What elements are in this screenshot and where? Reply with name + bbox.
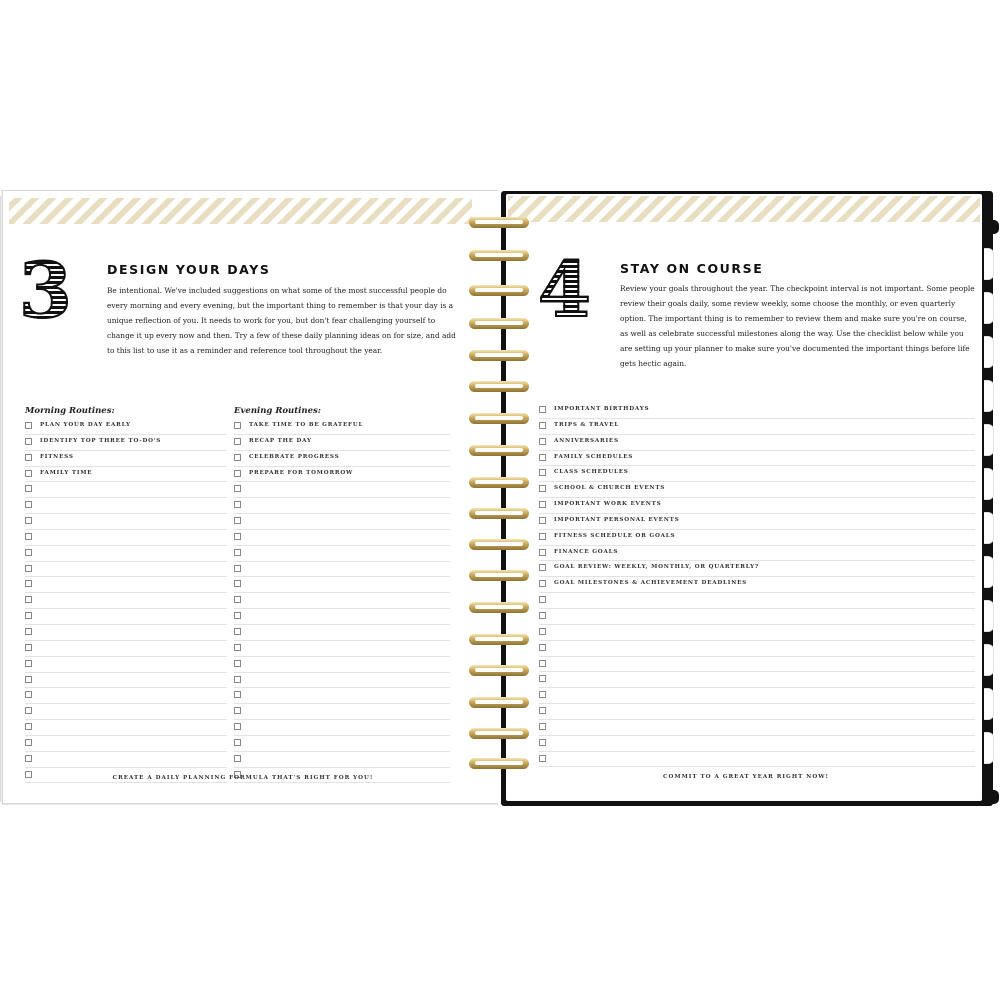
spiral-ring bbox=[469, 318, 529, 329]
morning-routine-row bbox=[25, 482, 227, 498]
checkbox[interactable] bbox=[539, 533, 546, 540]
checkbox[interactable] bbox=[25, 470, 32, 477]
page-footer-text: COMMIT TO A GREAT YEAR RIGHT NOW! bbox=[663, 774, 829, 780]
morning-routine-row bbox=[25, 514, 227, 530]
decorative-stripe-band bbox=[508, 196, 980, 222]
goal-checklist-row bbox=[539, 593, 975, 609]
checkbox[interactable] bbox=[25, 454, 32, 461]
goal-checklist-row bbox=[539, 736, 975, 752]
section-title: STAY ON COURSE bbox=[620, 261, 764, 276]
checkbox[interactable] bbox=[25, 739, 32, 746]
spiral-ring bbox=[469, 445, 529, 456]
cover-tab-bottom bbox=[991, 790, 999, 804]
goal-checklist-row bbox=[539, 752, 975, 768]
spiral-ring bbox=[469, 477, 529, 488]
checkbox[interactable] bbox=[25, 707, 32, 714]
checklist-item-label: GOAL MILESTONES & ACHIEVEMENT DEADLINES bbox=[554, 580, 748, 587]
checkbox[interactable] bbox=[25, 517, 32, 524]
divider-tab[interactable] bbox=[984, 336, 994, 368]
checklist-item-label: PLAN YOUR DAY EARLY bbox=[40, 422, 131, 428]
evening-routine-row bbox=[234, 641, 450, 657]
morning-routine-row bbox=[25, 688, 227, 704]
checkbox[interactable] bbox=[234, 580, 241, 587]
morning-routine-row bbox=[25, 467, 227, 483]
checkbox[interactable] bbox=[234, 628, 241, 635]
evening-routines-heading: Evening Routines: bbox=[234, 406, 321, 416]
goal-checklist-row bbox=[539, 419, 975, 435]
evening-routine-row bbox=[234, 688, 450, 704]
goal-checklist-row bbox=[539, 561, 975, 577]
evening-routine-row bbox=[234, 498, 450, 514]
section-title: DESIGN YOUR DAYS bbox=[107, 262, 271, 277]
checkbox[interactable] bbox=[539, 438, 546, 445]
spiral-ring bbox=[469, 728, 529, 739]
checkbox[interactable] bbox=[539, 485, 546, 492]
checkbox[interactable] bbox=[234, 438, 241, 445]
checkbox[interactable] bbox=[539, 612, 546, 619]
checklist-item-label: IMPORTANT WORK EVENTS bbox=[554, 501, 662, 508]
checkbox[interactable] bbox=[539, 739, 546, 746]
checkbox[interactable] bbox=[234, 533, 241, 540]
evening-routine-row bbox=[234, 752, 450, 768]
goal-checklist-row bbox=[539, 625, 975, 641]
checklist-item-label: IMPORTANT BIRTHDAYS bbox=[554, 406, 650, 412]
checkbox[interactable] bbox=[539, 454, 546, 461]
spiral-ring bbox=[469, 413, 529, 424]
checklist-item-label: CELEBRATE PROGRESS bbox=[249, 453, 340, 460]
evening-routine-row bbox=[234, 451, 450, 467]
spiral-ring bbox=[469, 508, 529, 519]
evening-routine-row bbox=[234, 704, 450, 720]
checkbox[interactable] bbox=[234, 485, 241, 492]
spiral-ring bbox=[469, 570, 529, 581]
section-number-3: 3 bbox=[19, 246, 72, 335]
checkbox[interactable] bbox=[234, 517, 241, 524]
checkbox[interactable] bbox=[539, 469, 546, 476]
morning-routine-row bbox=[25, 593, 227, 609]
evening-routines-list bbox=[234, 419, 450, 783]
checkbox[interactable] bbox=[25, 549, 32, 556]
checkbox[interactable] bbox=[539, 755, 546, 762]
checkbox[interactable] bbox=[234, 501, 241, 508]
goal-checklist-row bbox=[539, 482, 975, 498]
morning-routine-row bbox=[25, 451, 227, 467]
divider-tab[interactable] bbox=[984, 292, 994, 324]
spiral-ring bbox=[469, 697, 529, 708]
checkbox[interactable] bbox=[539, 580, 546, 587]
divider-tab[interactable] bbox=[984, 380, 994, 412]
morning-routine-row bbox=[25, 704, 227, 720]
checkbox[interactable] bbox=[25, 723, 32, 730]
morning-routine-row bbox=[25, 577, 227, 593]
morning-routine-row bbox=[25, 641, 227, 657]
divider-tab[interactable] bbox=[984, 644, 994, 676]
morning-routine-row bbox=[25, 530, 227, 546]
morning-routine-row bbox=[25, 736, 227, 752]
checklist-item-label: FITNESS bbox=[40, 453, 74, 460]
morning-routine-row bbox=[25, 720, 227, 736]
checkbox[interactable] bbox=[25, 596, 32, 603]
checkbox[interactable] bbox=[25, 565, 32, 572]
checkbox[interactable] bbox=[539, 549, 546, 556]
checklist-item-label: FITNESS SCHEDULE OR GOALS bbox=[554, 532, 676, 539]
evening-routine-row bbox=[234, 467, 450, 483]
page-footer-text: CREATE A DAILY PLANNING FORMULA THAT'S RIGHT FOR YOU! bbox=[112, 775, 374, 781]
goal-checklist-row bbox=[539, 514, 975, 530]
spiral-ring bbox=[469, 758, 529, 769]
evening-routine-row bbox=[234, 514, 450, 530]
checklist-item-label: ANNIVERSARIES bbox=[554, 437, 619, 444]
evening-routine-row bbox=[234, 609, 450, 625]
divider-tab[interactable] bbox=[984, 688, 994, 720]
goal-checklist-row bbox=[539, 403, 975, 419]
checkbox[interactable] bbox=[25, 485, 32, 492]
checkbox[interactable] bbox=[539, 422, 546, 429]
checkbox[interactable] bbox=[234, 549, 241, 556]
morning-routines-list bbox=[25, 419, 227, 783]
evening-routine-row bbox=[234, 673, 450, 689]
evening-routine-row bbox=[234, 736, 450, 752]
goal-checklist-row bbox=[539, 609, 975, 625]
goal-checklist-row bbox=[539, 451, 975, 467]
spiral-ring bbox=[469, 217, 529, 228]
divider-tab[interactable] bbox=[984, 732, 994, 764]
divider-tab[interactable] bbox=[984, 248, 994, 280]
checkbox[interactable] bbox=[539, 707, 546, 714]
spiral-ring bbox=[469, 602, 529, 613]
checkbox[interactable] bbox=[25, 644, 32, 651]
checklist-item-label: FINANCE GOALS bbox=[554, 548, 619, 555]
morning-routine-row bbox=[25, 657, 227, 673]
section-intro-text: Review your goals throughout the year. The checkpoint interval is not important. Some people review their goals daily, some review weekly, some choose the monthly, or even quarterly option. The important thing is to remember to review them and make sure you're on course, as well as celebrate successful milestones along the way. Use the checklist below while you are setting up your planner to make sure you've documented the important things before life gets hectic again. bbox=[620, 284, 975, 368]
morning-routine-row bbox=[25, 546, 227, 562]
evening-routine-row bbox=[234, 577, 450, 593]
divider-tab[interactable] bbox=[984, 556, 994, 588]
goal-checklist-row bbox=[539, 641, 975, 657]
morning-routine-row bbox=[25, 752, 227, 768]
checklist-item-label: CLASS SCHEDULES bbox=[554, 469, 629, 476]
checkbox[interactable] bbox=[539, 406, 546, 413]
morning-routine-row bbox=[25, 435, 227, 451]
checkbox[interactable] bbox=[25, 422, 32, 429]
left-planner-page bbox=[2, 190, 498, 804]
evening-routine-row bbox=[234, 482, 450, 498]
checkbox[interactable] bbox=[25, 676, 32, 683]
section-intro-text: Be intentional. We've included suggestions on what some of the most successful people do every morning and every evening, but the important thing to remember is that your day is a unique reflection of you. It needs to work for you, but don't fear challenging yourself to change it up every now and then. Try a few of these daily planning ideas on for size, and add to this list to use it as a reminder and reference tool throughout the year. bbox=[107, 286, 456, 355]
morning-routines-heading: Morning Routines: bbox=[25, 406, 115, 416]
checkbox[interactable] bbox=[539, 660, 546, 667]
checkbox[interactable] bbox=[25, 501, 32, 508]
evening-routine-row bbox=[234, 546, 450, 562]
checkbox[interactable] bbox=[539, 501, 546, 508]
checkbox[interactable] bbox=[25, 771, 32, 778]
cover-tab-top bbox=[991, 220, 999, 234]
checklist-item-label: FAMILY SCHEDULES bbox=[554, 453, 634, 460]
checklist-item-label: GOAL REVIEW: WEEKLY, MONTHLY, OR QUARTERLY? bbox=[554, 564, 759, 571]
checkbox[interactable] bbox=[25, 691, 32, 698]
evening-routine-row bbox=[234, 562, 450, 578]
checkbox[interactable] bbox=[234, 470, 241, 477]
checklist-item-label: SCHOOL & CHURCH EVENTS bbox=[554, 485, 666, 492]
checklist-item-label: IMPORTANT PERSONAL EVENTS bbox=[554, 516, 680, 523]
evening-routine-row bbox=[234, 625, 450, 641]
morning-routine-row bbox=[25, 609, 227, 625]
goal-checklist-row bbox=[539, 466, 975, 482]
spiral-ring bbox=[469, 381, 529, 392]
checkbox[interactable] bbox=[234, 612, 241, 619]
goal-checklist-row bbox=[539, 672, 975, 688]
checkbox[interactable] bbox=[234, 596, 241, 603]
divider-tab[interactable] bbox=[984, 600, 994, 632]
checkbox[interactable] bbox=[539, 691, 546, 698]
checkbox[interactable] bbox=[234, 454, 241, 461]
checkbox[interactable] bbox=[25, 612, 32, 619]
checkbox[interactable] bbox=[25, 533, 32, 540]
checkbox[interactable] bbox=[234, 644, 241, 651]
checkbox[interactable] bbox=[25, 628, 32, 635]
goal-checklist-row bbox=[539, 498, 975, 514]
checkbox[interactable] bbox=[539, 675, 546, 682]
divider-tab[interactable] bbox=[984, 468, 994, 500]
divider-tab[interactable] bbox=[984, 424, 994, 456]
morning-routine-row bbox=[25, 673, 227, 689]
morning-routine-row bbox=[25, 625, 227, 641]
spiral-ring bbox=[469, 350, 529, 361]
evening-routine-row bbox=[234, 530, 450, 546]
checkbox[interactable] bbox=[25, 660, 32, 667]
evening-routine-row bbox=[234, 419, 450, 435]
morning-routine-row bbox=[25, 498, 227, 514]
goal-checklist-row bbox=[539, 546, 975, 562]
goal-checklist-row bbox=[539, 720, 975, 736]
spiral-ring bbox=[469, 285, 529, 296]
spiral-ring bbox=[469, 665, 529, 676]
checklist-item-label: RECAP THE DAY bbox=[249, 437, 312, 444]
goal-checklist-row bbox=[539, 577, 975, 593]
decorative-stripe-band bbox=[9, 198, 472, 224]
checkbox[interactable] bbox=[539, 564, 546, 571]
checkbox[interactable] bbox=[234, 422, 241, 429]
checkbox[interactable] bbox=[234, 723, 241, 730]
checkbox[interactable] bbox=[539, 596, 546, 603]
spiral-ring bbox=[469, 250, 529, 261]
morning-routine-row bbox=[25, 562, 227, 578]
checklist-item-label: FAMILY TIME bbox=[40, 469, 93, 476]
checklist-item-label: TAKE TIME TO BE GRATEFUL bbox=[249, 422, 364, 428]
checkbox[interactable] bbox=[234, 739, 241, 746]
goal-checklist-row bbox=[539, 435, 975, 451]
checkbox[interactable] bbox=[539, 723, 546, 730]
checkbox[interactable] bbox=[234, 755, 241, 762]
goal-checklist-row bbox=[539, 688, 975, 704]
goal-checklist-row bbox=[539, 530, 975, 546]
checkbox[interactable] bbox=[25, 755, 32, 762]
checkbox[interactable] bbox=[539, 644, 546, 651]
checkbox[interactable] bbox=[234, 565, 241, 572]
morning-routine-row bbox=[25, 419, 227, 435]
checklist-item-label: IDENTIFY TOP THREE TO-DO'S bbox=[40, 437, 162, 444]
spiral-ring bbox=[469, 539, 529, 550]
evening-routine-row bbox=[234, 435, 450, 451]
checkbox[interactable] bbox=[234, 691, 241, 698]
checkbox[interactable] bbox=[539, 517, 546, 524]
goal-checklist-row bbox=[539, 704, 975, 720]
checklist-item-label: TRIPS & TRAVEL bbox=[554, 421, 620, 428]
section-number-4: 4 bbox=[538, 245, 591, 334]
evening-routine-row bbox=[234, 657, 450, 673]
checkbox[interactable] bbox=[234, 660, 241, 667]
checkbox[interactable] bbox=[25, 580, 32, 587]
spiral-ring bbox=[469, 634, 529, 645]
checkbox[interactable] bbox=[25, 438, 32, 445]
checklist-item-label: PREPARE FOR TOMORROW bbox=[249, 469, 354, 476]
goal-checklist-row bbox=[539, 657, 975, 673]
checkbox[interactable] bbox=[539, 628, 546, 635]
evening-routine-row bbox=[234, 593, 450, 609]
checkbox[interactable] bbox=[234, 707, 241, 714]
checkbox[interactable] bbox=[234, 676, 241, 683]
right-planner-page bbox=[506, 194, 982, 801]
evening-routine-row bbox=[234, 720, 450, 736]
goals-checklist bbox=[539, 403, 975, 767]
divider-tab[interactable] bbox=[984, 512, 994, 544]
